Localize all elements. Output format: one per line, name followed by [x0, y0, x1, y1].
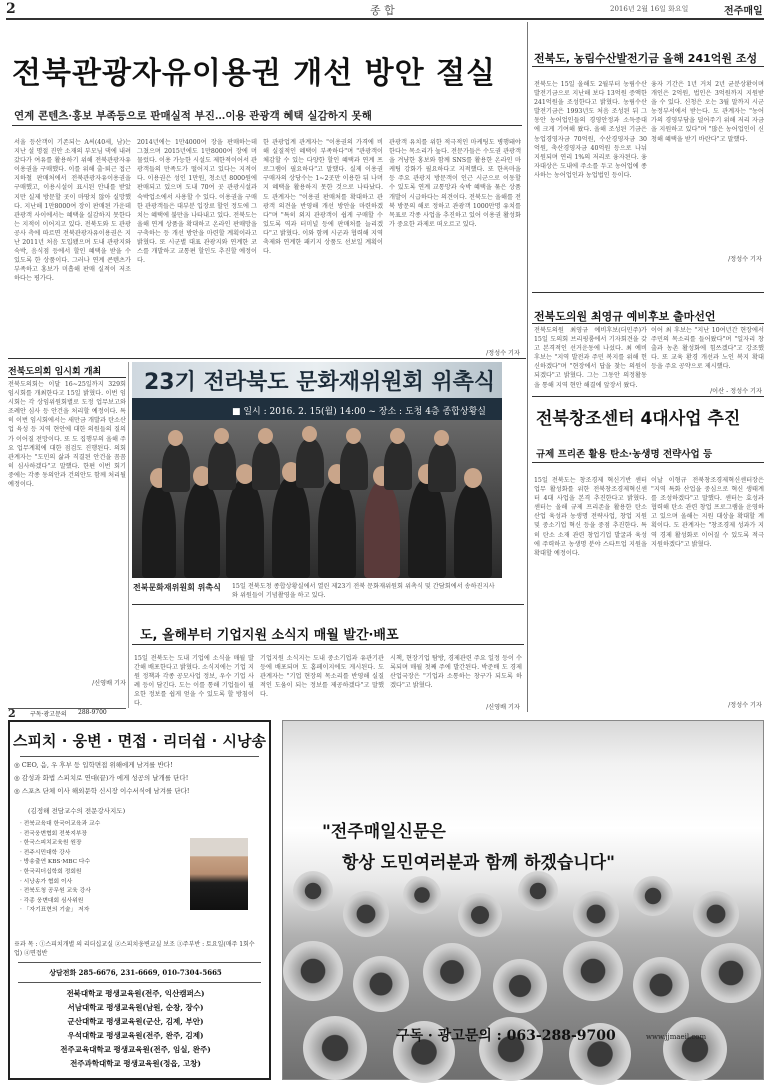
- ccei-col-1: 15일 전북도는 창조경제 혁신기반 센터 업무 활성화를 위한 전북창조경제혁신센터 4대 사업을 본격 추진한다고 밝혔다. 센터는 올해 규제 프리존을 활용한 탄소 산업 육성과 농생명 전략사업, 창업 지원 및 중소기업 혁신 등을 중점 추진한다. 특히 탄소 소재 관련 창업기업 발굴과 육성에 주력하고 농생명 분야 스타트업 지원을 확대할 예정이다.: [534, 477, 649, 557]
- choi-col-2: 이어 최 후보는 "지난 10여년간 현장에서 주민의 목소리를 들어왔다"며 "일자리 창출과 농촌 활성화에 힘쓰겠다"고 강조했다. 또 교육 환경 개선과 노인 복지 확대 등을 주요 공약으로 제시했다.: [651, 327, 766, 371]
- photo-person-head: [258, 428, 273, 444]
- ccei-byline: /정성수 기자: [728, 702, 762, 709]
- main-col-3: 한 관광업계 관계자는 "이용권의 가격에 비해 실질적인 혜택이 부족하다"며 "관광객이 체감할 수 있는 다양한 할인 혜택과 연계 프로그램이 필요하다"고 말했다. 실제 이용권 구매자의 상당수는 1~2곳만 이용한 뒤 나머지 혜택을 활용하지 못한 것으로 나타났다. 도 관계자는 "이용권 판매처를 확대하고 관광객 의견을 반영해 개선 방안을 마련하겠다"며 "특히 외지 관광객이 쉽게 구매할 수 있도록 역과 터미널 등에 판매처를 늘리겠다"고 밝혔다. 이와 함께 시군과 협력해 지역 축제와 연계한 패키지 상품도 선보일 계획이다.: [263, 139, 385, 256]
- ad-schools-rule: [18, 982, 261, 983]
- ccei-col-2: 이날 이형규 전북창조경제혁신센터장은 "지역 특화 산업을 중심으로 혁신 생태계를 조성하겠다"고 말했다. 센터는 효성과 협력해 탄소 관련 창업 프로그램을 운영하고 있으며 올해는 지원 대상을 확대할 계획이다. 도 관계자는 "창조경제 성과가 지역 경제 활성화로 이어질 수 있도록 적극 지원하겠다"고 밝혔다.: [651, 477, 766, 548]
- ad-credit: · 시낭송가 협회 이사: [20, 878, 73, 885]
- sunflower: [633, 957, 689, 1013]
- ad-credit: · 「자기표현의 기술」 저자: [20, 907, 90, 914]
- sunflower: [403, 876, 441, 914]
- photo-person-head: [168, 430, 183, 446]
- footer-page: 2: [8, 707, 16, 720]
- culture-byline: /신영배 기자: [92, 680, 126, 687]
- photo-banner-text: 23기 전라북도 문화재위원회 위촉식: [144, 370, 496, 395]
- photo-person-head: [346, 428, 361, 444]
- sunflower: [633, 876, 673, 916]
- agri-byline: /정성수 기자: [728, 256, 762, 263]
- photo-person: [318, 478, 356, 578]
- ccei-title: 전북창조센터 4대사업 추진: [536, 409, 741, 429]
- sunflower: [563, 941, 623, 1001]
- choi-title: 전북도의원 최영규 예비후보 출마선언: [534, 310, 716, 323]
- photo-person: [384, 440, 412, 490]
- photo-person: [296, 438, 324, 488]
- main-col-1: 서울 등산객이 기존되는 A씨(40세, 남)는 지난 설 명절 진안 소재의 부모님 댁에 내려갔다가 여유를 활용하기 위해 전북관광자유이용권을 구매했다. 이를 위해 출·퇴근 접근 지하철 판매처에서 전북관광자유이용권을 구매했고, 이용시설이 표시된 안내를 받았지만 실제 방문할 곳이 마땅치 않아 실망했다. 지난해 1만8000여 장이 판매된 가운데 관광객 사이에서는 혜택을 실감하지 못한다는 지적이 이어지고 있다. 전북도와 도 관광공사 측에 따르면 전북관광자유이용권은 지난 2011년 처음 도입됐으며 도내 관광지와 숙박, 음식점 등에서 할인 혜택을 받을 수 있도록 한 상품이다. 그러나 연계 콘텐츠가 부족하고 홍보가 미흡해 판매 실적이 저조하다는 평가다.: [14, 139, 133, 283]
- agri-rule: [532, 66, 764, 67]
- ad-instructor-title: (김정해 전담교수의 전문강사지도): [28, 807, 126, 815]
- footer-small: [8, 708, 126, 718]
- photo-person: [162, 442, 190, 492]
- main-subhead: 연계 콘텐츠·홍보 부족등으로 판매실적 부진…이용 관광객 혜택 실감하지 못해: [14, 110, 372, 122]
- photo-person-head: [390, 428, 405, 444]
- sunflower: [283, 941, 343, 1001]
- instructor-portrait: [190, 838, 248, 910]
- page-number: 2: [6, 1, 16, 17]
- ccei-rule: [532, 462, 764, 463]
- ccei-top-rule: [532, 396, 764, 397]
- photo-person-head: [302, 426, 317, 442]
- photo-person-head: [434, 430, 449, 446]
- ad-school: 군산대학교 평생교육원(군산, 김제, 부안): [67, 1017, 204, 1026]
- ad-bullet-1: ◎ CEO, 음, 우 후부 등 입학면접 위해에게 남겨를 반다!: [14, 761, 173, 769]
- photo-person: [208, 440, 236, 490]
- ad-school: 서남대학교 평생교육원(남원, 순창, 장수): [67, 1003, 204, 1012]
- sunflower: [423, 943, 481, 1001]
- promo-contact: 구독 · 광고문의 : 063-288-9700: [396, 1028, 616, 1044]
- ad-school: 전주과학대학교 평생교육원(정읍, 고창): [70, 1059, 201, 1068]
- ad-credit: · 전북도청 공무원 교육 강사: [20, 888, 91, 895]
- ad-credit: · 한국리더십학회 정회원: [20, 868, 82, 875]
- sunflower: [353, 956, 409, 1012]
- photo-person: [364, 480, 400, 578]
- masthead-brand: 전주매일: [724, 6, 763, 17]
- photo-person: [226, 478, 264, 578]
- ad-bullet-3: ◎ 스포츠 단체 이사 해외문학 신시장 이수서식에 남겨를 단다!: [14, 787, 190, 795]
- support-byline: /신영배 기자: [486, 704, 520, 711]
- photo-person-head: [464, 468, 482, 488]
- sunflower: [701, 943, 761, 1003]
- committee-photo: [132, 362, 502, 578]
- sunflower: [573, 891, 619, 937]
- support-rule: [132, 644, 524, 645]
- photo-person: [454, 482, 492, 578]
- subhead-rule: [12, 125, 522, 126]
- photo-person: [428, 442, 456, 492]
- culture-title: 전북도의회 임시회 개최: [8, 367, 102, 377]
- ad-school: 전북대학교 평생교육원(전주, 익산캠퍼스): [66, 989, 205, 998]
- sunflower: [693, 891, 739, 937]
- support-col-3: 시책, 현장기업 탐방, 경제관련 주요 일정 등이 수록되며 매월 첫째 주에 발간된다. 박준배 도 경제산업국장은 "기업과 소통하는 창구가 되도록 하겠다"고 밝혔다.: [390, 655, 522, 690]
- culture-rule: [8, 377, 126, 378]
- culture-divider: [128, 362, 129, 708]
- choi-byline: /이산 - 정성수 기자: [710, 388, 762, 395]
- sunflower: [303, 1016, 367, 1080]
- ad-contact: 상담전화 285-6676, 231-6669, 010-7304-5665: [49, 968, 222, 977]
- main-col-2: 2014년에는 1만4000여 장을 판매하는데 그쳤으며 2015년에도 1만8000여 장에 머물렀다. 이용 가능한 시설도 제한적이어서 관광객들의 만족도가 떨어지고 있다는 지적이다. 이용권은 성인 1만원, 청소년 8000원에 판매되고 있으며 도내 70여 곳 관광시설과 숙박업소에서 사용할 수 있다. 이용권을 구매한 관광객들은 대부분 입장료 할인 정도에 그치는 혜택에 불만을 나타내고 있다. 전북도는 올해 연계 상품을 확대하고 온라인 판매망을 구축하는 등 개선 방안을 마련할 계획이라고 밝혔다. 또 시군별 대표 관광지와 연계한 코스를 개발하고 교통편 할인도 추진할 예정이다.: [137, 139, 259, 265]
- main-byline: /정성수 기자: [486, 350, 520, 357]
- sunflower: [663, 1017, 727, 1081]
- sunflower: [458, 893, 502, 937]
- photo-person: [184, 480, 220, 578]
- promo-url: www.jjmaeil.com: [646, 1033, 707, 1041]
- photo-banner-sub-text: ■ 일시 : 2016. 2. 15(월) 14:00 ~ 장소 : 도청 4층 종합상황실: [232, 407, 486, 417]
- photo-person: [272, 476, 310, 578]
- choi-rule: [532, 323, 764, 324]
- main-col-4: 관광객 유치를 위한 적극적인 마케팅도 병행돼야 한다는 목소리가 높다. 전문가들은 수도권 관광객을 겨냥한 홍보와 함께 SNS를 활용한 온라인 마케팅 강화가 필요하다고 지적했다. 또 한옥마을 등 주요 관광지 방문객이 인근 시군으로 이동할 수 있도록 연계 교통망과 숙박 혜택을 묶은 상품 개발이 시급하다는 의견이다. 전북도는 올해를 전북 방문의 해로 정하고 관광객 1000만명 유치를 목표로 각종 사업을 추진하고 있어 이용권 활성화가 중요한 과제로 떠오르고 있다.: [389, 139, 523, 228]
- photo-person: [408, 478, 446, 578]
- column-divider: [527, 22, 528, 712]
- photo-person: [340, 440, 368, 490]
- ad-credit: · 각종 웅변대회 심사위원: [20, 897, 84, 904]
- ccei-subtitle: 규제 프리존 활용 탄소·농생명 전략사업 등: [536, 449, 713, 460]
- choi-col-1: 전북도의원 최영규 예비후보(더민주)가 15일 도의회 브리핑룸에서 기자회견을 갖고 본격적인 선거운동에 나섰다. 최 예비후보는 "지역 발전과 주민 복지를 위해 헌신하겠다"며 "현장에서 답을 찾는 의원이 되겠다"고 밝혔다. 그는 그동안 의정활동을 통해 지역 현안 해결에 앞장서 왔다.: [534, 327, 649, 389]
- ad-school: 전주교육대학교 평생교육원(전주, 임실, 완주): [60, 1045, 211, 1054]
- support-col-1: 15일 전북도는 도내 기업에 소식을 매월 발간해 배포한다고 밝혔다. 소식지에는 기업 지원 정책과 각종 공모사업 정보, 우수 기업 사례 등이 담긴다. 도는 이를 통해 기업들이 필요한 정보를 쉽게 얻을 수 있도록 할 방침이다.: [134, 655, 254, 708]
- photo-caption-label: 전북문화재위원회 위촉식: [133, 582, 221, 592]
- photo-caption: 15일 전북도청 종합상황실에서 열린 제23기 전북 문화재위원회 위촉식 및 간담회에서 송하진지사와 위원들이 기념촬영을 하고 있다.: [232, 583, 495, 599]
- photo-person: [252, 440, 280, 490]
- main-headline: 전북관광자유이용권 개선 방안 절실: [12, 56, 497, 91]
- ad-credit: · 전국웅변협회 전북지부장: [20, 830, 88, 837]
- ad-credit: · 전북교육대 한국어교육과 교수: [20, 821, 101, 827]
- agri-title: 전북도, 농림수산발전기금 올해 241억원 조성: [534, 52, 758, 65]
- ad-credit: · 방송출연 KBS·MBC 다수: [20, 859, 91, 866]
- issue-date: 2016년 2월 16일 화요일: [610, 5, 689, 13]
- photo-person-head: [214, 428, 229, 444]
- main-bottom-rule: [8, 358, 526, 359]
- ad-credit: · 전주시민대학 강사: [20, 849, 71, 856]
- footer-label: 구독·광고문의: [30, 711, 67, 718]
- ad-title-rule: [20, 756, 259, 757]
- sunflower: [493, 959, 547, 1013]
- promo-slogan-line-2: 항상 도민여러분과 함께 하겠습니다": [342, 853, 615, 873]
- agri-col-1: 전북도는 15일 올해도 2월부터 농림수산발전기금으로 지난해 보다 13억원 증액한 241억원을 조성한다고 밝혔다. 농림수산발전기금은 1993년도 처음 조성된 뒤 그동안 농어업인들의 경영안정과 소득증대에 크게 기여해 왔다. 올해 조성된 기금은 농업경영자금 70억원, 수산경영자금 30억원, 축산경영자금 40억원 등으로 나눠 지원되며 연리 1%의 저리로 융자된다. 융자대상은 도내에 주소를 두고 농어업에 종사하는 농어업인과 농업법인 등이다.: [534, 81, 649, 179]
- ad-credentials: [20, 820, 180, 916]
- sunflower: [518, 871, 558, 911]
- support-title: 도, 올해부터 기업지원 소식지 매월 발간·배포: [140, 628, 399, 643]
- culture-body: 전북도의회는 이달 16~25일까지 329회 임시회를 개최한다고 15일 밝혔다. 이번 임시회는 각 상임위원회별로 도정 업무보고와 조례안 심사 등 안건을 처리할 예정이다. 특히 이번 임시회에서는 새만금 개발과 탄소산업 육성 등 지역 현안에 대한 의원들의 질의가 이어질 전망이다. 또 도 집행부의 올해 주요 업무계획에 대한 점검도 진행된다. 의회 관계자는 "도민의 삶과 직결된 안건을 꼼꼼히 심사하겠다"고 말했다. 한편 이번 회기 중에는 각종 동의안과 건의안도 함께 처리될 예정이다.: [8, 381, 128, 489]
- support-top-rule: [132, 604, 524, 605]
- ad-school: 우석대학교 평생교육원(전주, 완주, 김제): [67, 1031, 204, 1040]
- sunflower: [343, 891, 389, 937]
- promo-slogan-line-1: "전주매일신문은: [322, 822, 446, 842]
- photo-person: [142, 482, 176, 578]
- section-label: 종 합: [370, 4, 395, 17]
- ad-title: 스피치 · 웅변 · 면접 · 리더쉽 · 시낭송: [13, 732, 266, 750]
- ad-credit: · 한국스피치교육원 원장: [20, 840, 82, 847]
- support-col-2: 기업지원 소식지는 도내 중소기업과 유관기관 등에 배포되며 도 홈페이지에도 게시된다. 도 관계자는 "기업 현장의 목소리를 반영해 실질적인 도움이 되는 정보를 제공하겠다"고 말했다.: [260, 655, 386, 699]
- footer-phone: 288-9700: [78, 709, 107, 716]
- agri-col-2: 융자 기간은 1년 거치 2년 균분상환이며 개인은 2억원, 법인은 3억원까지 지원받을 수 있다. 신청은 오는 3월 말까지 시군 농정부서에서 받는다. 도 관계자는 "농어가의 경영부담을 덜어주기 위해 저리 자금을 지원하고 있다"며 "많은 농어업인이 신청해 혜택을 받기 바란다"고 말했다.: [651, 81, 766, 143]
- sunflower: [293, 871, 333, 911]
- ad-bullet-2: ◎ 감성과 화법 스피치로 연대(끝)가 에게 성공의 날개를 단다!: [14, 774, 189, 782]
- choi-top-rule: [532, 292, 764, 293]
- ad-note: ※과 목 : ①스피치개별 의 리더십교실 ②스피치웅변교실 보조 ③주부반 : 토요일(매주 1회수업) ④면접반: [14, 941, 255, 957]
- ad-contact-rule: [18, 962, 261, 963]
- header-rule: [6, 18, 764, 20]
